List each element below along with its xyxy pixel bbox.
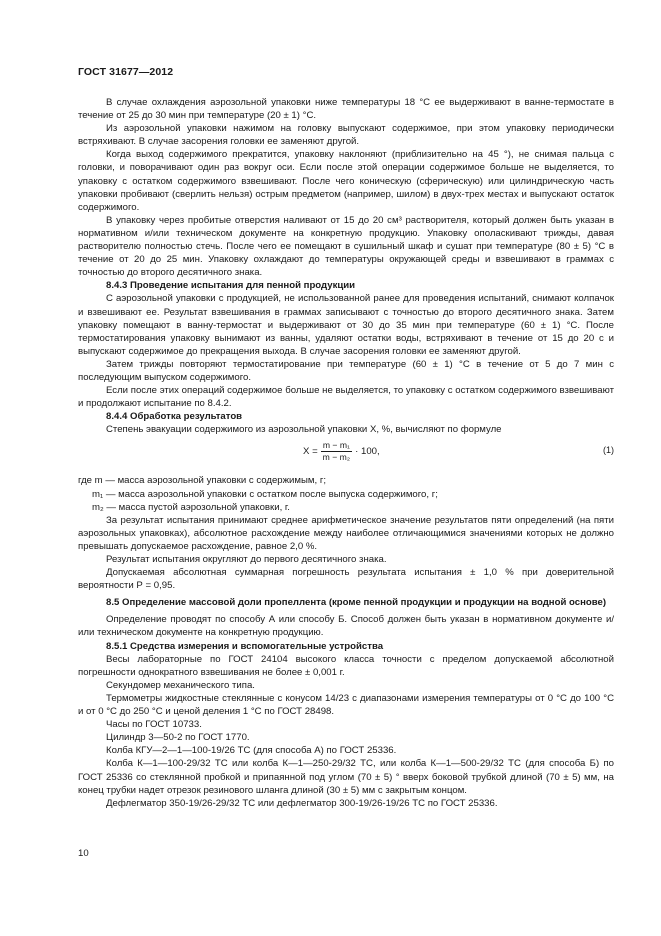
paragraph: Когда выход содержимого прекратится, упаковку наклоняют (приблизительно на 45 °), не снимая пальца с головки, и поворачивают один раз вокруг оси. Если после этой операции содержимое больше не выделяется, то упаковку с остатком содержимого взвешивают. После чего коническую (сферическую) или цилиндрическую часть упаковки пробивают (сверлить нельзя) острым предметом (например, шилом) в двух-трех местах и выпускают остаток содержимого. <box>78 149 614 213</box>
paragraph: Допускаемая абсолютная суммарная погрешность результата испытания ± 1,0 % при доверительной вероятности Р = 0,95. <box>78 567 614 592</box>
paragraph: Цилиндр 3—50-2 по ГОСТ 1770. <box>106 732 250 744</box>
paragraph: Дефлегматор 350-19/26-29/32 ТС или дефлегматор 300-19/26-19/26 ТС по ГОСТ 25336. <box>106 797 498 809</box>
paragraph: В случае охлаждения аэрозольной упаковки ниже температуры 18 °С ее выдерживают в ванне-термостате в течение от 25 до 30 мин при температуре (20 ± 1) °С. <box>78 97 614 122</box>
paragraph: Часы по ГОСТ 10733. <box>106 719 202 731</box>
paragraph: Колба КГУ—2—1—100-19/26 ТС (для способа А) по ГОСТ 25336. <box>106 745 397 757</box>
section-heading-8-5-1: 8.5.1 Средства измерения и вспомогательные устройства <box>106 640 384 652</box>
formula-expression <box>303 440 380 463</box>
definition-m: где m — масса аэрозольной упаковки с содержимым, г; <box>78 475 326 487</box>
paragraph: Результат испытания округляют до первого десятичного знака. <box>106 554 387 565</box>
formula-number: (1) <box>603 445 614 456</box>
paragraph: Степень эвакуации содержимого из аэрозольной упаковки X, %, вычисляют по формуле <box>106 424 502 436</box>
definition-m2: m₂ — масса пустой аэрозольной упаковки, г. <box>92 501 290 513</box>
paragraph: Если после этих операций содержимое больше не выделяется, то упаковку с остатком содержимого взвешивают и продолжают испытание по 8.4.2. <box>78 385 614 410</box>
paragraph: Весы лабораторные по ГОСТ 24104 высокого класса точности с пределом допускаемой абсолютной погрешности однократного взвешивания не более ± 0,001 г. <box>78 653 614 678</box>
formula-definitions <box>78 474 614 513</box>
paragraph: Термометры жидкостные стеклянные с конусом 14/23 с диапазонами измерения температуры от 0 °С до 100 °С и от 0 °С до 250 °С и ценой деления 1 °С по ГОСТ 28498. <box>78 692 614 718</box>
formula-numerator: m − m₁ <box>322 440 350 451</box>
formula-denominator: m − m₂ <box>322 452 351 463</box>
standard-code-header: ГОСТ 31677—2012 <box>78 66 174 78</box>
page-number: 10 <box>78 848 89 859</box>
paragraph: Секундомер механического типа. <box>106 679 255 691</box>
formula-tail: · 100, <box>355 446 380 458</box>
paragraph: Затем трижды повторяют термостатирование при температуре (60 ± 1) °С в течение от 5 до 7 мин с последующим выпуском содержимого. <box>78 358 614 383</box>
paragraph: Колба К—1—100-29/32 ТС или колба К—1—250-29/32 ТС, или колба К—1—500-29/32 ТС (для способа Б) по ГОСТ 25336 со стеклянной пробкой и припаянной под углом (70 ± 5) ° вверх боковой трубкой длиной (70 ± 5) мм, на конец трубки надет отрезок резинового шланга длиной (30 ± 5) мм с закрытым концом. <box>78 758 614 796</box>
definition-m1: m₁ — масса аэрозольной упаковки с остатком после выпуска содержимого, г; <box>92 488 438 500</box>
paragraph: В упаковку через пробитые отверстия наливают от 15 до 20 см³ растворителя, который должен быть указан в нормативном и/или техническом документе на конкретную продукцию. Упаковку ополаскивают трижды, давая растворителю полностью стечь. После чего ее помещают в сушильный шкаф и сушат при температуре (80 ± 5) °С в течение от 20 до 25 мин. Упаковку охлаждают до температуры окружающей среды и взвешивают в граммах с точностью до второго десятичного знака. <box>78 214 614 279</box>
paragraph: С аэрозольной упаковки с продукцией, не использованной ранее для проведения испытаний, снимают колпачок и взвешивают ее. Результат взвешивания в граммах записывают с точностью до второго десятичного знака. Затем упаковку помещают в ванну-термостат и выдерживают от 30 до 35 мин при температуре (60 ± 1) °С. После термостатирования упаковку вынимают из ванны, удаляют остатки воды, встряхивают в течение от 15 до 20 с и выпускают содержимое до прекращения выхода. В случае засорения головки ее заменяют другой. <box>78 293 614 357</box>
formula-lhs: X = <box>303 446 318 458</box>
formula-fraction <box>321 440 352 463</box>
formula-1 <box>78 438 614 470</box>
section-heading-8-5: 8.5 Определение массовой доли пропеллента (кроме пенной продукции и продукции на водной основе) <box>106 597 607 609</box>
document-body <box>78 96 614 810</box>
paragraph: За результат испытания принимают среднее арифметическое значение результатов пяти определений (на пяти аэрозольных упаковках), абсолютное расхождение между наиболее отличающимися значениями которых не должно превышать допускаемое расхождение, равное 2,0 %. <box>78 514 614 552</box>
paragraph: Определение проводят по способу А или способу Б. Способ должен быть указан в нормативном документе и/или техническом документе на конкретную продукцию. <box>78 614 614 639</box>
paragraph: Из аэрозольной упаковки нажимом на головку выпускают содержимое, при этом упаковку периодически встряхивают. В случае засорения головки ее заменяют другой. <box>78 123 614 148</box>
section-heading-8-4-4: 8.4.4 Обработка результатов <box>106 411 243 423</box>
section-heading-8-4-3: 8.4.3 Проведение испытания для пенной продукции <box>106 280 356 292</box>
